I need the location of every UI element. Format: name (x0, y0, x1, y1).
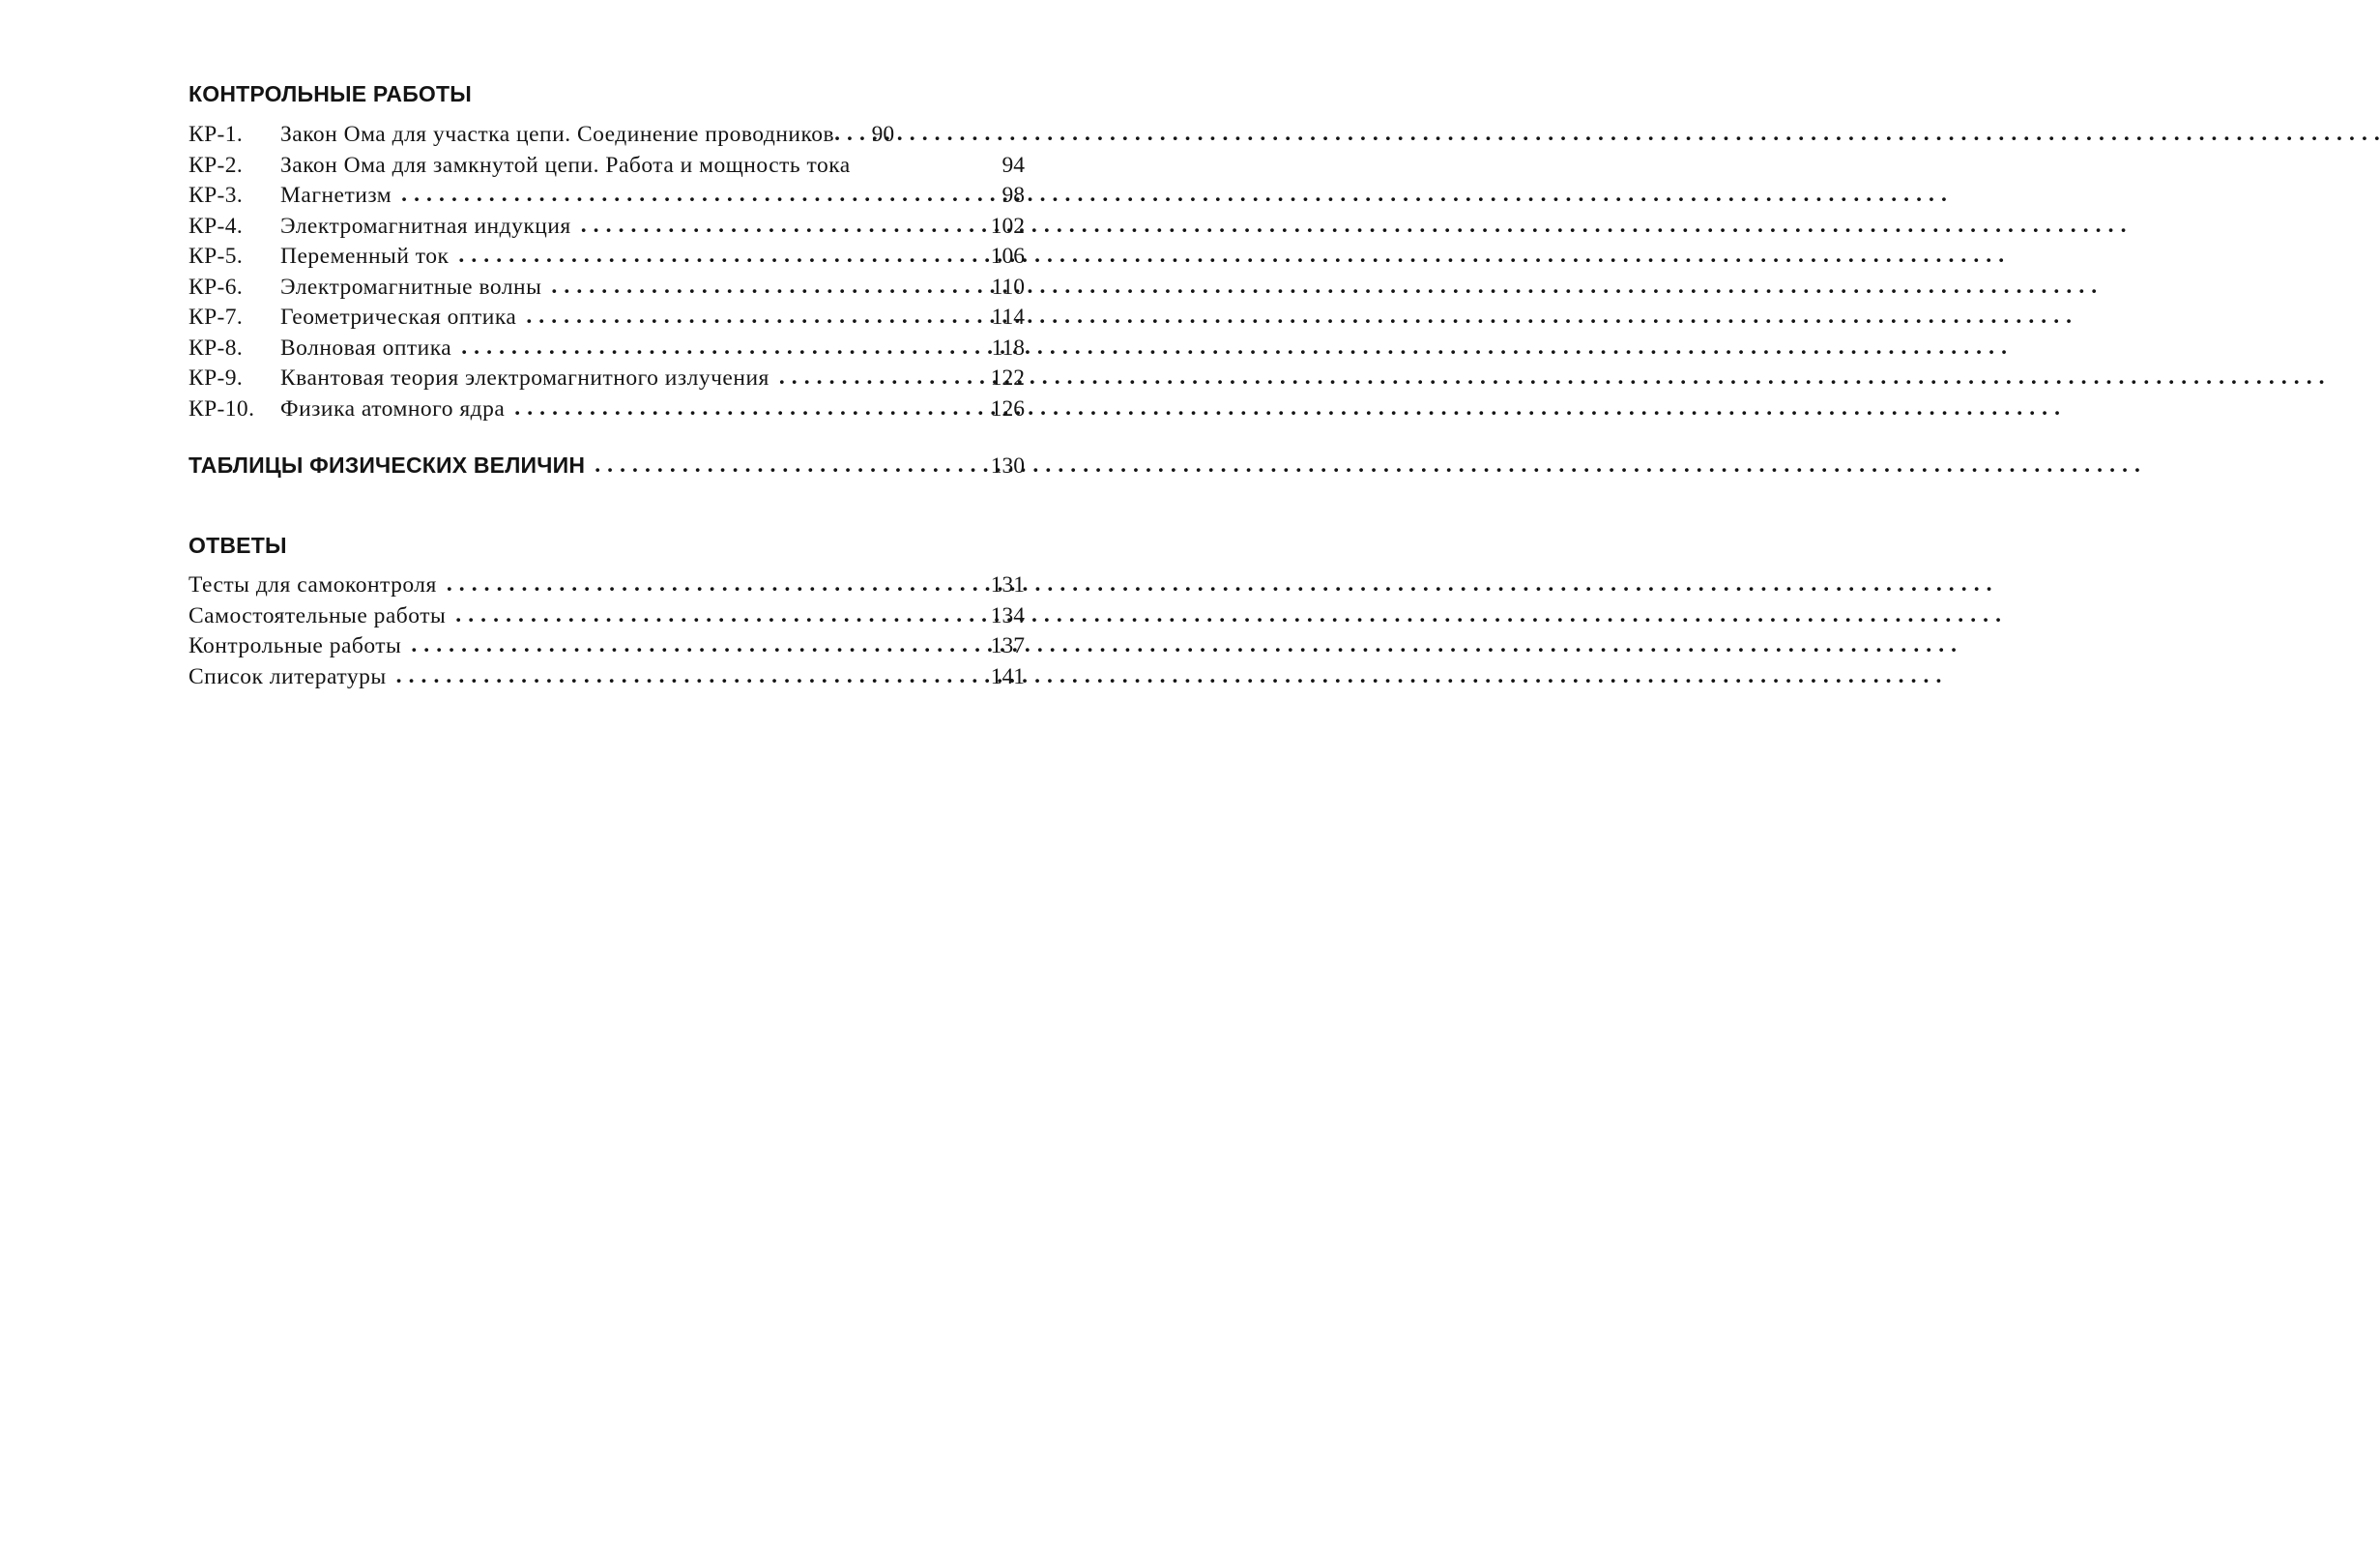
toc-entry-title: Контрольные работы (189, 633, 402, 658)
toc-entry-page: 137 (990, 633, 1025, 658)
toc-entry-page: 122 (990, 365, 1025, 391)
toc-entry-title: Волновая оптика (280, 335, 452, 361)
toc-entry-code: КР-10. (189, 395, 255, 422)
toc-entry[interactable] (189, 212, 1025, 243)
toc-entry[interactable] (189, 570, 1025, 601)
toc-entry-title: Физика атомного ядра (280, 395, 506, 422)
toc-entry-title: Тесты для самоконтроля (189, 572, 437, 598)
toc-entry-title: Электромагнитные волны (280, 274, 542, 300)
toc-entry-page: 106 (990, 244, 1025, 269)
toc-entry-title: Закон Ома для участка цепи. Соединение проводников (280, 122, 835, 147)
toc-entry-title: Квантовая теория электромагнитного излучения (280, 365, 769, 391)
toc-entry-code: КР-5. (189, 244, 244, 269)
toc-entry-page: 98 (1001, 183, 1025, 208)
toc-entry[interactable] (189, 303, 1025, 334)
toc-entry[interactable] (189, 151, 1025, 182)
toc-entry-code: КР-9. (189, 365, 244, 391)
toc-entry[interactable] (189, 120, 1025, 151)
toc-entry[interactable] (189, 364, 1025, 394)
toc-entry-page: 126 (990, 395, 1025, 422)
dot-leader (396, 661, 980, 692)
toc-entry-title: Электромагнитная индукция (280, 213, 571, 239)
toc-entry-code: КР-6. (189, 274, 244, 300)
dot-leader (526, 302, 980, 333)
toc-entry[interactable] (189, 631, 1025, 662)
toc-entry-code: КР-2. (189, 152, 244, 178)
dot-leader (447, 569, 980, 600)
toc-entry-page: 141 (990, 663, 1025, 689)
toc-entry[interactable] (189, 242, 1025, 273)
answers-list (189, 570, 1025, 692)
section-heading-control-works: КОНТРОЛЬНЫЕ РАБОТЫ (189, 81, 472, 106)
toc-entry-page: 114 (991, 305, 1025, 330)
dot-leader (779, 363, 980, 394)
toc-entry-page: 118 (991, 335, 1025, 361)
toc-entry-code: КР-1. (189, 122, 244, 147)
dot-leader (455, 600, 980, 631)
toc-entry-page: 130 (990, 453, 1025, 479)
toc-entry-title: Магнетизм (280, 183, 392, 208)
section-heading-answers: ОТВЕТЫ (189, 533, 287, 558)
dot-leader (551, 272, 980, 303)
dot-leader (514, 394, 980, 424)
toc-entry-page: 94 (1001, 152, 1025, 178)
toc-entry-code: КР-8. (189, 335, 244, 361)
control-works-list (189, 120, 1025, 424)
toc-entry-title: Самостоятельные работы (189, 602, 447, 628)
dot-leader (581, 211, 980, 242)
section-heading-tables: ТАБЛИЦЫ ФИЗИЧЕСКИХ ВЕЛИЧИН (189, 452, 586, 478)
toc-entry[interactable] (189, 601, 1025, 632)
toc-entry[interactable] (189, 181, 1025, 212)
dot-leader (411, 630, 980, 661)
dot-leader (461, 333, 980, 364)
toc-entry-page: 110 (991, 274, 1025, 300)
toc-entry-title: Список литературы (189, 663, 387, 689)
toc-entry-code: КР-4. (189, 213, 244, 239)
toc-entry-code: КР-3. (189, 183, 244, 208)
toc-entry[interactable] (189, 662, 1025, 693)
toc-entry[interactable] (189, 273, 1025, 304)
table-of-contents-page (189, 0, 1025, 1547)
toc-entry-title: Закон Ома для замкнутой цепи. Работа и мощность тока (280, 152, 851, 178)
toc-entry-page: 102 (990, 213, 1025, 239)
toc-entry[interactable] (189, 334, 1025, 365)
dot-leader (834, 119, 852, 150)
dot-leader (401, 180, 980, 211)
toc-entry-page: 134 (990, 602, 1025, 628)
toc-entry-page: 131 (990, 572, 1025, 598)
toc-entry-title: Переменный ток (280, 244, 450, 269)
dot-leader (595, 451, 980, 480)
toc-entry-code: КР-7. (189, 305, 244, 330)
toc-entry-title: Геометрическая оптика (280, 305, 517, 330)
toc-entry-tables[interactable] (189, 451, 1025, 481)
toc-entry-page: 90 (871, 122, 895, 147)
dot-leader (458, 241, 980, 272)
toc-entry[interactable] (189, 394, 1025, 425)
